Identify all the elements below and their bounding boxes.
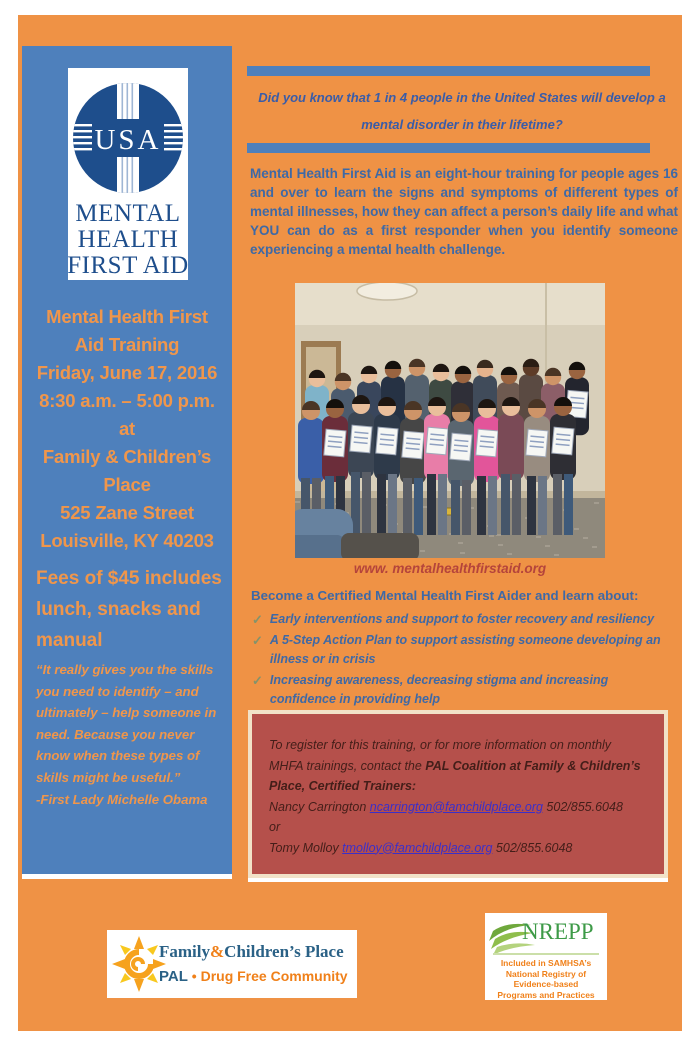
- trainer1-email-link[interactable]: ncarrington@famchildplace.org: [369, 799, 543, 814]
- benefit-text: Early interventions and support to foster recovery and resiliency: [269, 612, 655, 626]
- trainer1-name: Nancy Carrington: [269, 799, 370, 814]
- or-text: or: [269, 820, 281, 834]
- fees-line: Fees of $45 includes: [36, 568, 222, 589]
- logo-word-health: HEALTH: [77, 226, 179, 253]
- event-line: 8:30 a.m. – 5:00 p.m.: [39, 390, 215, 411]
- sidebar-panel: [22, 46, 232, 874]
- become-heading: Become a Certified Mental Health First Aider and learn about:: [251, 588, 639, 603]
- trainer1-phone: 502/855.6048: [542, 799, 623, 814]
- trainer2-email-link[interactable]: tmolloy@famchildplace.org: [342, 840, 493, 855]
- group-photo-illustration: [295, 283, 605, 558]
- benefit-text: Increasing awareness, decreasing stigma and increasing confidence in providing help: [269, 672, 609, 706]
- nrepp-line: Evidence-based: [513, 979, 579, 989]
- event-line: Family & Children’s: [42, 446, 212, 467]
- pal-acronym: PAL: [159, 968, 188, 985]
- logo-usa-text: USA: [94, 124, 162, 156]
- check-icon: ✓: [252, 612, 263, 627]
- event-details: [22, 303, 232, 555]
- benefit-item: [252, 610, 676, 630]
- logo-word-mental: MENTAL: [75, 200, 181, 227]
- pal-logo-name: [159, 942, 344, 962]
- divider-bar-top: [247, 66, 650, 76]
- trainer1-line: [269, 797, 648, 818]
- pal-logo-tagline: [159, 968, 348, 985]
- fees-text: [36, 563, 226, 656]
- event-line: 525 Zane Street: [60, 502, 194, 523]
- benefits-list: [252, 610, 676, 711]
- pal-ampersand: &: [210, 942, 225, 961]
- intro-paragraph: Mental Health First Aid is an eight-hour training for people ages 16 and over to learn the signs and symptoms of different types of mental illnesses, how they can affect a person’s daily life and what YOU can do as a first responder when you identify someone experiencing a mental health challenge.: [250, 166, 678, 257]
- check-icon: ✓: [252, 632, 263, 648]
- registration-box: [248, 710, 668, 878]
- event-line: Louisville, KY 40203: [40, 530, 214, 551]
- event-line: Mental Health First: [46, 306, 208, 327]
- photo-caption-url: www. mentalhealthfirstaid.org: [353, 561, 547, 576]
- pal-word-family: Family: [159, 942, 210, 961]
- nrepp-line: National Registry of: [505, 968, 587, 979]
- mhfa-usa-logo: [68, 68, 188, 280]
- benefit-item: [252, 671, 676, 710]
- nrepp-logo: [485, 913, 607, 1000]
- logo-word-firstaid: FIRST AID: [68, 252, 188, 279]
- nrepp-description: [485, 958, 607, 1000]
- registration-intro-bold: PAL Coalition at Family & Children’s Place, Certified Trainers:: [269, 758, 641, 793]
- mhfa-usa-logo-icon: [68, 68, 188, 280]
- group-photo: [295, 283, 605, 558]
- event-line: Place: [103, 474, 151, 495]
- nrepp-wordmark: NREPP: [522, 919, 594, 944]
- did-you-know-text: Did you know that 1 in 4 people in the United States will develop a mental disorder in their lifetime?: [258, 90, 666, 132]
- event-line: at: [118, 418, 136, 439]
- trainer2-line: [269, 838, 648, 859]
- nrepp-line: Included in SAMHSA’s: [500, 958, 592, 968]
- fees-line: lunch, snacks and: [36, 599, 201, 620]
- testimonial-quote: [36, 659, 220, 811]
- registration-intro: [269, 735, 648, 797]
- event-line: Friday, June 17, 2016: [36, 362, 218, 383]
- benefit-item: [252, 631, 676, 670]
- pal-word-childrens-place: Children’s Place: [224, 942, 344, 961]
- family-childrens-place-logo: [107, 930, 357, 998]
- nrepp-line: Programs and Practices: [497, 989, 595, 1000]
- pal-tagline-text: Drug Free Community: [200, 968, 348, 984]
- check-icon: ✓: [252, 672, 263, 688]
- fees-line: manual: [36, 630, 103, 651]
- quote-attribution: -First Lady Michelle Obama: [36, 792, 208, 807]
- registration-intro-text: To register for this training, or for more information on monthly MHFA trainings, contact the: [269, 738, 612, 773]
- benefit-text: A 5-Step Action Plan to support assisting someone developing an illness or in crisis: [269, 632, 661, 666]
- nrepp-divider: [493, 953, 599, 955]
- quote-text: “It really gives you the skills you need to identify – and ultimately – help someone in need. Because you never know when these types of skills might be useful.”: [36, 662, 217, 785]
- pal-dot: •: [191, 968, 197, 984]
- event-line: Aid Training: [74, 334, 180, 355]
- divider-bar-middle: [247, 143, 650, 153]
- trainer2-phone: 502/855.6048: [492, 840, 573, 855]
- trainer2-name: Tomy Molloy: [269, 840, 343, 855]
